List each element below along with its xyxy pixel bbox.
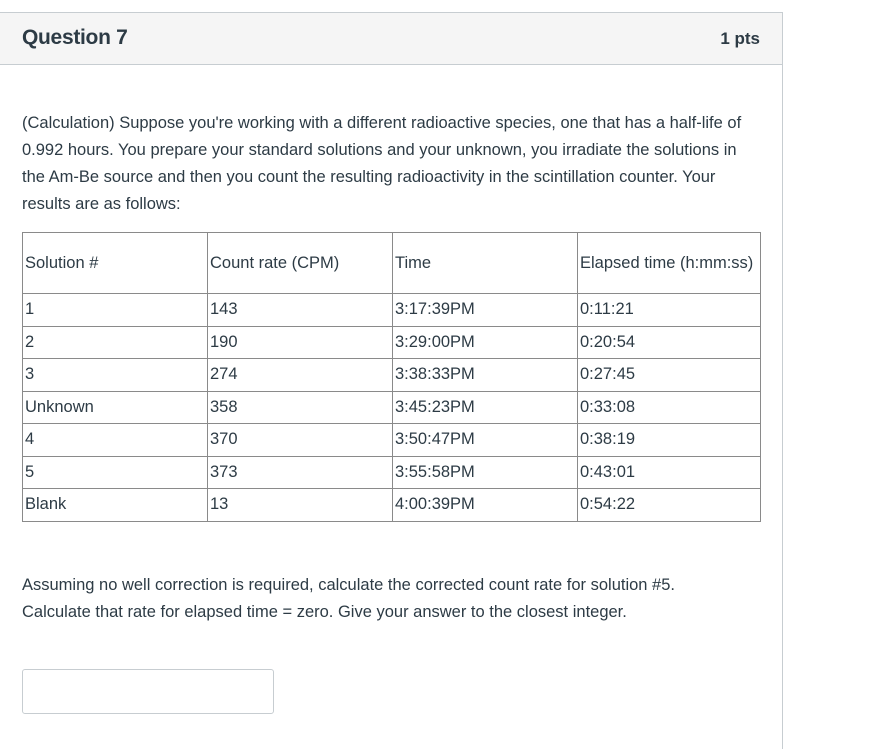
table-row bbox=[23, 391, 761, 424]
table-cell: 190 bbox=[208, 326, 393, 359]
question-text: (Calculation) Suppose you're working with a different radioactive species, one that has a half-life of 0.992 hours. You prepare your standard solutions and your unknown, you irradiate the solutions in the Am-Be source and then you count the resulting radioactivity in the scintillation counter. Your results are as follows: bbox=[22, 114, 742, 213]
question-prompt bbox=[22, 572, 762, 626]
table-cell: Blank bbox=[23, 489, 208, 522]
table-cell: 0:33:08 bbox=[578, 391, 761, 424]
table-cell: 1 bbox=[23, 294, 208, 327]
table-cell: 143 bbox=[208, 294, 393, 327]
table-cell: 3:50:47PM bbox=[393, 424, 578, 457]
table-cell: 13 bbox=[208, 489, 393, 522]
question-header bbox=[0, 13, 782, 65]
table-cell: 3:17:39PM bbox=[393, 294, 578, 327]
table-cell: 3:55:58PM bbox=[393, 456, 578, 489]
results-table bbox=[22, 232, 761, 522]
table-cell: 0:43:01 bbox=[578, 456, 761, 489]
table-cell: 373 bbox=[208, 456, 393, 489]
table-cell: Unknown bbox=[23, 391, 208, 424]
table-cell: 0:38:19 bbox=[578, 424, 761, 457]
table-header-cell: Solution # bbox=[23, 233, 208, 294]
table-cell: 0:54:22 bbox=[578, 489, 761, 522]
table-cell: 5 bbox=[23, 456, 208, 489]
table-cell: 2 bbox=[23, 326, 208, 359]
table-row bbox=[23, 326, 761, 359]
table-row bbox=[23, 359, 761, 392]
table-header-cell: Elapsed time (h:mm:ss) bbox=[578, 233, 761, 294]
table-cell: 3:45:23PM bbox=[393, 391, 578, 424]
table-cell: 3:29:00PM bbox=[393, 326, 578, 359]
table-header-cell: Count rate (CPM) bbox=[208, 233, 393, 294]
prompt-line: Calculate that rate for elapsed time = zero. Give your answer to the closest integer. bbox=[22, 603, 627, 621]
table-cell: 0:11:21 bbox=[578, 294, 761, 327]
table-header-row bbox=[23, 233, 761, 294]
table-cell: 358 bbox=[208, 391, 393, 424]
table-cell: 0:27:45 bbox=[578, 359, 761, 392]
question-title: Question 7 bbox=[22, 26, 128, 49]
table-cell: 4:00:39PM bbox=[393, 489, 578, 522]
table-row bbox=[23, 294, 761, 327]
answer-input[interactable] bbox=[22, 669, 274, 714]
table-cell: 370 bbox=[208, 424, 393, 457]
table-cell: 0:20:54 bbox=[578, 326, 761, 359]
table-row bbox=[23, 456, 761, 489]
table-row bbox=[23, 424, 761, 457]
table-cell: 274 bbox=[208, 359, 393, 392]
prompt-line: Assuming no well correction is required, calculate the corrected count rate for solution #5. bbox=[22, 576, 675, 594]
table-cell: 3 bbox=[23, 359, 208, 392]
table-header-cell: Time bbox=[393, 233, 578, 294]
table-row bbox=[23, 489, 761, 522]
table-cell: 4 bbox=[23, 424, 208, 457]
question-points: 1 pts bbox=[720, 29, 760, 48]
table-cell: 3:38:33PM bbox=[393, 359, 578, 392]
